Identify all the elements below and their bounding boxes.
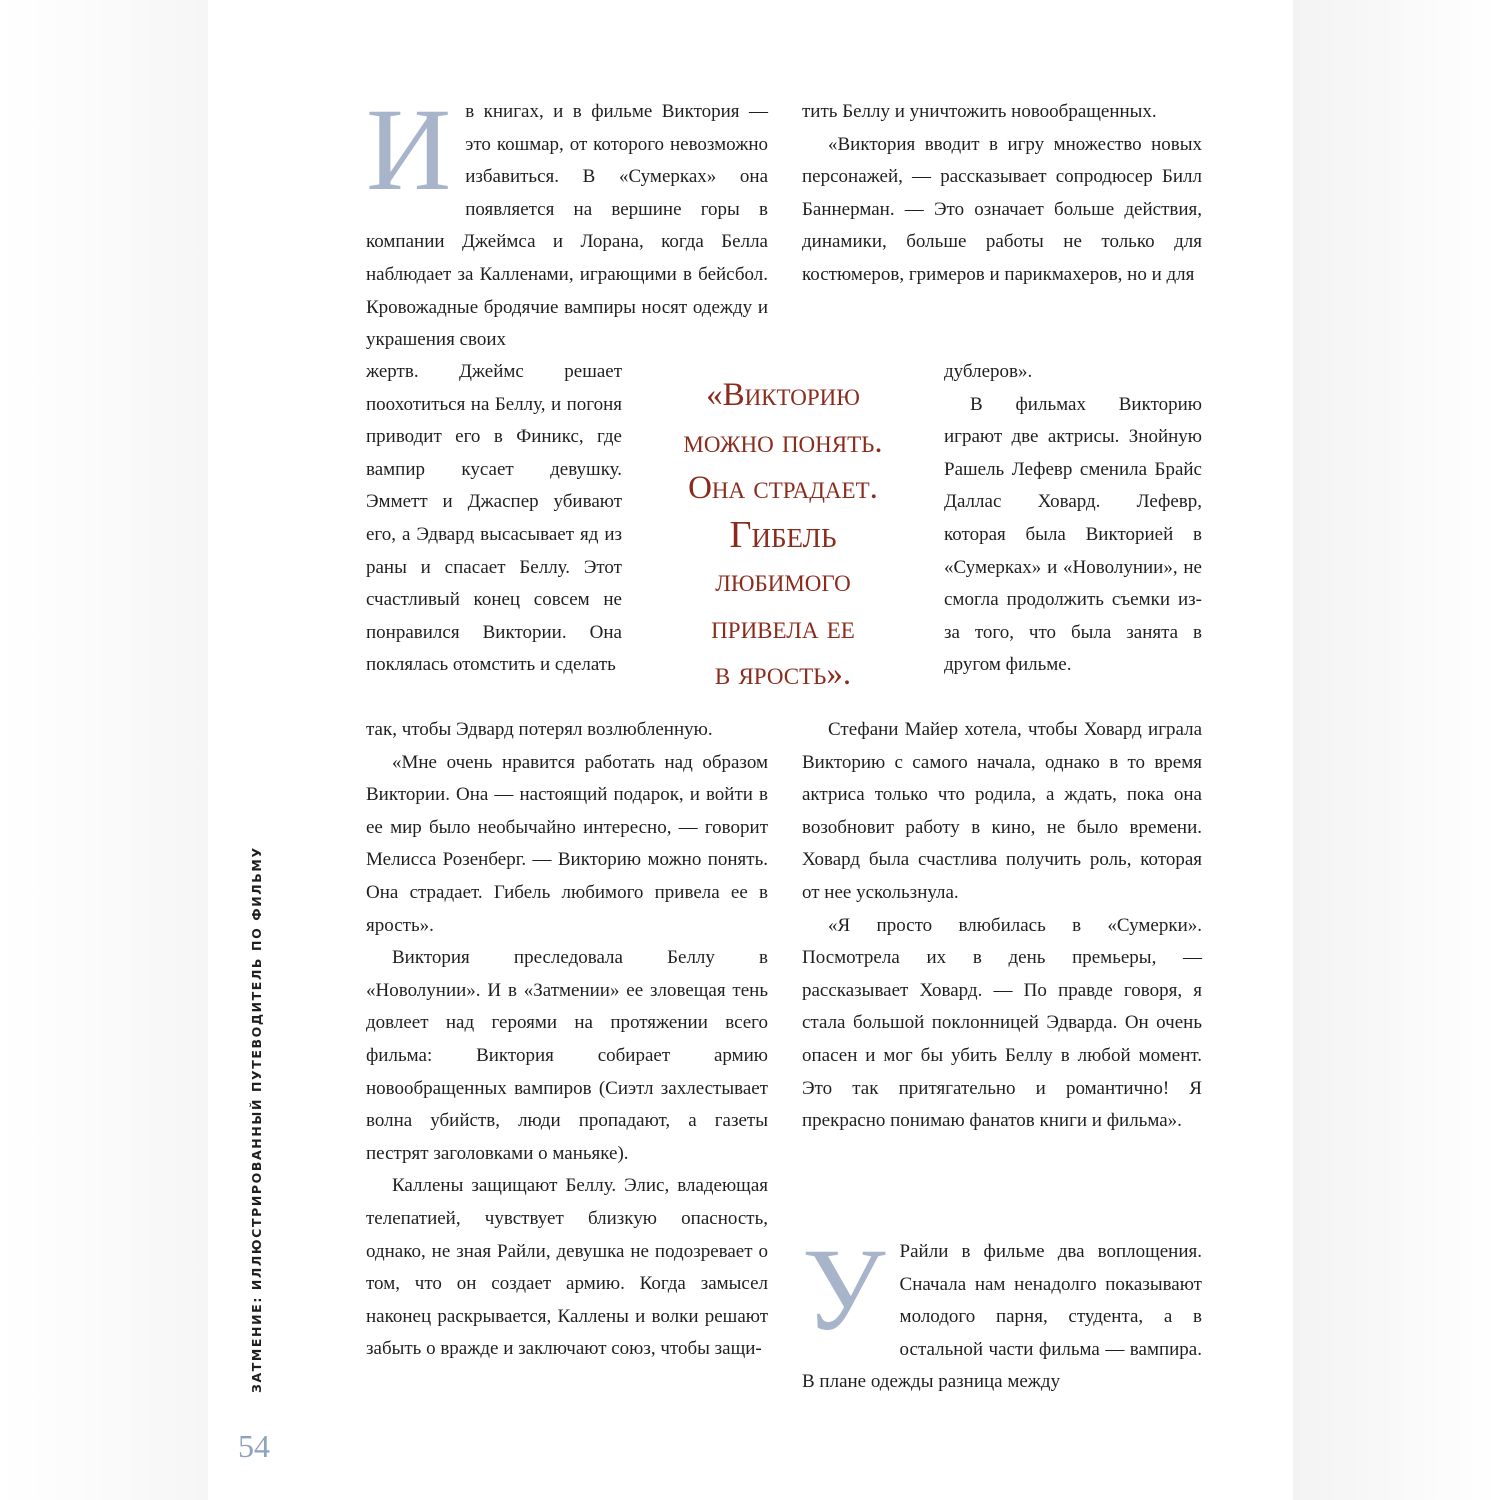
pull-quote-line: любимого: [715, 563, 851, 599]
paragraph: жертв. Джеймс решает поохотиться на Беллу, и погоня приводит его в Финикс, где вампир кусает девушку. Эмметт и Джаспер убивают его, а Эдвард высасывает яд из раны и спасает Беллу. Этот счастливый конец совсем не понравился Виктории. Она поклялась отомстить и сделать: [366, 361, 622, 676]
left-column-top: [366, 84, 768, 357]
pull-quote-line: в ярость».: [714, 656, 852, 692]
paragraph: В фильмах Викторию играют две актрисы. Знойную Рашель Лефевр сменила Брайс Даллас Ховард. Лефевр, которая была Викторией в «Сумерках» и «Новолунии», не смогла продолжить съемки из-за того, что была занята в другом фильме.: [944, 393, 1202, 676]
paragraph: так, чтобы Эдвард потерял возлюбленную.: [366, 719, 713, 740]
left-column-bottom: [366, 714, 768, 1366]
running-head: ЗАТМЕНИЕ: ИЛЛЮСТРИРОВАННЫЙ ПУТЕВОДИТЕЛЬ ПО ФИЛЬМУ: [249, 846, 264, 1393]
pull-quote-line: Гибель: [729, 513, 837, 556]
right-column-bottom: [802, 714, 1202, 1138]
paragraph: Стефани Майер хотела, чтобы Ховард играла Викторию с самого начала, однако в то время актриса только что родила, а ждать, пока она возобновит работу в кино, не было времени. Ховард была счастлива получить роль, которая от нее ускользнула.: [802, 719, 1202, 903]
paragraph: дублеров».: [944, 361, 1033, 382]
pull-quote: [632, 372, 934, 698]
right-column-wrap: [944, 356, 1202, 682]
paragraph: Виктория преследовала Беллу в «Новолунии». И в «Затмении» ее зловещая тень довлеет над героями на протяжении всего фильма: Виктория собирает армию новообращенных вампиров (Сиэтл захлестывает волна убийств, люди пропадают, а газеты пестрят заголовками о маньяке).: [366, 947, 768, 1164]
right-column-top: [802, 96, 1202, 292]
pull-quote-line: можно понять.: [683, 423, 883, 460]
right-column-section: [802, 1224, 1202, 1399]
paragraph: в книгах, и в фильме Виктория — это кошмар, от которого невозможно избавиться. В «Сумерках» она появляется на вершине горы в компании Джеймса и Лорана, когда Белла наблюдает за Калленами, играющими в бейсбол. Кровожадные бродячие вампиры носят одежду и украшения своих: [366, 101, 768, 351]
drop-cap: У: [802, 1224, 886, 1355]
paragraph: Райли в фильме два воплощения. Сначала нам ненадолго показывают молодого парня, студента, а в остальной части фильма — вампира. В плане одежды разница между: [802, 1241, 1202, 1393]
paragraph: «Я просто влюбилась в «Сумерки». Посмотрела их в день премьеры, — рассказывает Ховард. — По правде говоря, я стала большой поклонницей Эдварда. Он очень опасен и мог бы убить Беллу в любой момент. Это так притягательно и романтично! Я прекрасно понимаю фанатов книги и фильма».: [802, 914, 1202, 1132]
pull-quote-line: Она страдает.: [688, 470, 878, 506]
paragraph: Каллены защищают Беллу. Элис, владеющая телепатией, чувствует близкую опасность, однако, не зная Райли, девушка не подозревает о том, что он создает армию. Когда замысел наконец раскрывается, Каллены и волки решают забыть о вражде и заключают союз, чтобы защи-: [366, 1175, 768, 1360]
drop-cap: И: [366, 84, 452, 215]
page-gutter-shadow: [0, 0, 208, 1500]
pull-quote-line: «Викторию: [706, 377, 860, 413]
page-edge-shadow: [1293, 0, 1500, 1500]
left-column-wrap: [366, 356, 622, 682]
paragraph: «Виктория вводит в игру множество новых персонажей, — рассказывает сопродюсер Билл Баннерман. — Это означает больше действия, динамики, больше работы не только для костюмеров, гримеров и парикмахеров, но и для: [802, 133, 1202, 285]
paragraph: тить Беллу и уничтожить новообращенных.: [802, 101, 1157, 122]
page-number: 54: [238, 1428, 270, 1464]
pull-quote-line: привела ее: [711, 609, 855, 646]
paragraph: «Мне очень нравится работать над образом Виктории. Она — настоящий подарок, и войти в ее мир было необычайно интересно, — говорит Мелисса Розенберг. — Викторию можно понять. Она страдает. Гибель любимого привела ее в ярость».: [366, 751, 768, 936]
